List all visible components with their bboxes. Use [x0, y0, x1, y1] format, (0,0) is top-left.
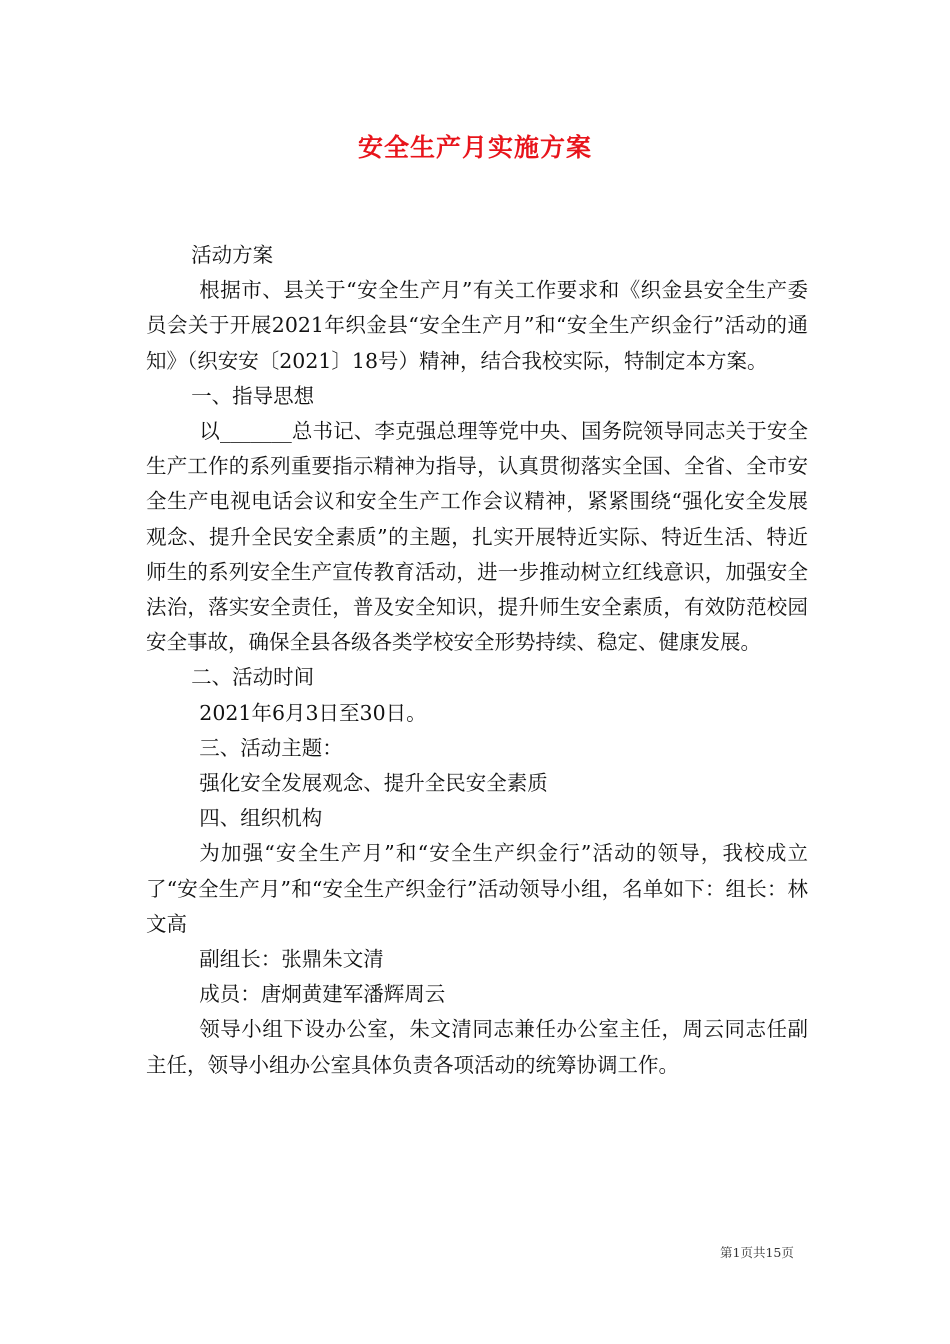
heading-activity-theme: 三、活动主题： — [199, 735, 343, 760]
document-body — [146, 238, 808, 1083]
paragraph-guiding-ideology: 以_______总书记、李克强总理等党中央、国务院领导同志关于安全生产工作的系列重要指示精神为指导，认真贯彻落实全国、全省、全市安全生产电视电话会议和安全生产工作会议精神，紧紧围绕“强化安全发展观念、提升全民安全素质”的主题，扎实开展特近实际、特近生活、特近师生的系列安全生产宣传教育活动，进一步推动树立红线意识，加强安全法治，落实安全责任，普及安全知识，提升师生安全素质，有效防范校园安全事故，确保全县各级各类学校安全形势持续、稳定、健康发展。 — [146, 419, 808, 655]
paragraph-office: 领导小组下设办公室，朱文清同志兼任办公室主任，周云同志任副主任，领导小组办公室具体负责各项活动的统筹协调工作。 — [146, 1017, 808, 1077]
page-number-footer: 第1页共15页 — [720, 1245, 794, 1260]
paragraph-activity-theme: 强化安全发展观念、提升全民安全素质 — [199, 771, 548, 796]
paragraph-intro: 根据市、县关于“安全生产月”有关工作要求和《织金县安全生产委员会关于开展2021年织金县“安全生产月”和“安全生产织金行”活动的通知》（织安安〔2021〕18号）精神，结合我校实际，特制定本方案。 — [146, 278, 808, 373]
paragraph-deputy-leaders: 副组长：张鼎朱文清 — [199, 947, 384, 972]
heading-activity-time: 二、活动时间 — [191, 665, 315, 690]
heading-organization: 四、组织机构 — [199, 806, 323, 831]
paragraph-members: 成员：唐炯黄建军潘辉周云 — [199, 982, 446, 1007]
paragraph-organization: 为加强“安全生产月”和“安全生产织金行”活动的领导，我校成立了“安全生产月”和“安全生产织金行”活动领导小组，名单如下：组长：林文高 — [146, 841, 808, 936]
paragraph-activity-plan: 活动方案 — [191, 243, 274, 267]
document-title: 安全生产月实施方案 — [357, 133, 592, 162]
paragraph-activity-time: 2021年6月3日至30日。 — [199, 700, 427, 725]
heading-guiding-ideology: 一、指导思想 — [191, 383, 315, 408]
